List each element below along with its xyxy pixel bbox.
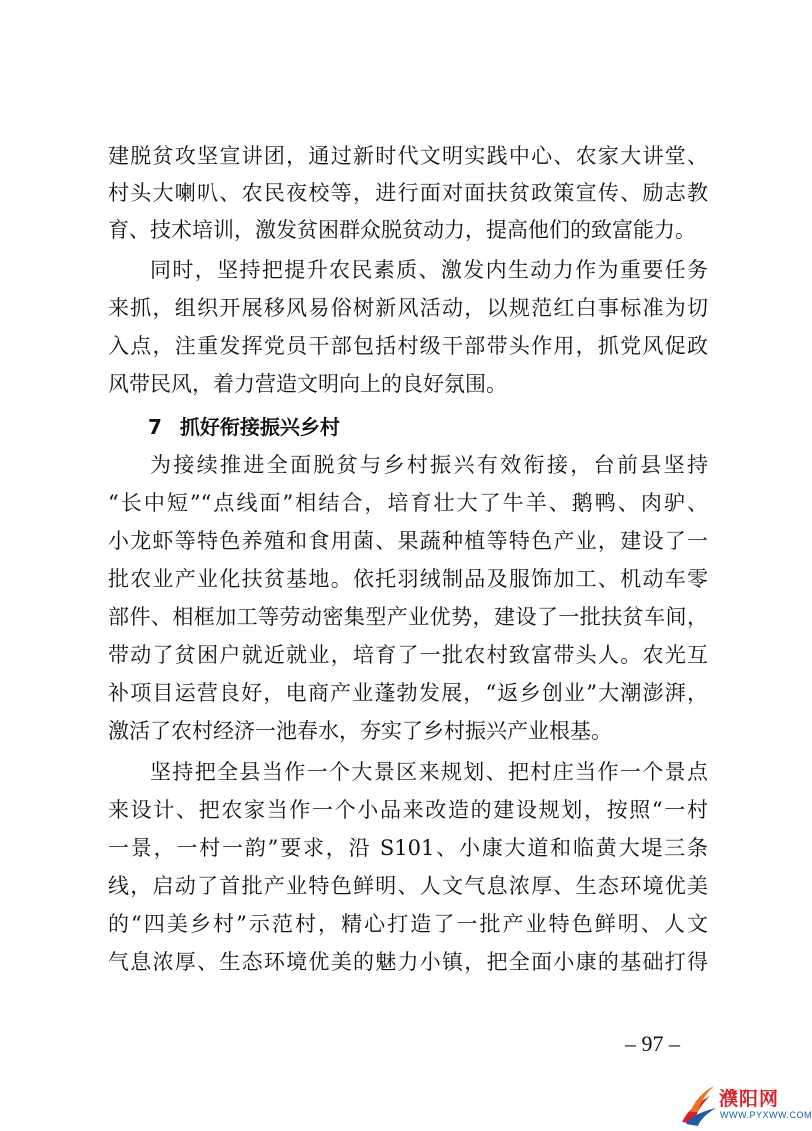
text-line: 入点，注重发挥党员干部包括村级干部带头作用，抓党风促政 xyxy=(108,334,708,358)
section-heading xyxy=(148,409,340,445)
watermark-url: WWW.PYXWW.COM xyxy=(720,1110,812,1120)
text-line: 建脱贫攻坚宣讲团，通过新时代文明实践中心、农家大讲堂、 xyxy=(108,144,708,168)
text-line: 线，启动了首批产业特色鲜明、人文气息浓厚、生态环境优美 xyxy=(108,874,708,898)
text-line: “长中短”“点线面”相结合，培育壮大了牛羊、鹅鸭、肉驴、 xyxy=(108,491,708,515)
paragraph-first-line: 坚持把全县当作一个大景区来规划、把村庄当作一个景点 xyxy=(150,760,708,784)
text-line: 一景，一村一韵”要求，沿 S101、小康大道和临黄大堤三条 xyxy=(108,836,708,860)
text-line: 带动了贫困户就近就业，培育了一批农村致富带头人。农光互 xyxy=(108,643,708,667)
text-line: 来设计、把农家当作一个小品来改造的建设规划，按照“一村 xyxy=(108,798,708,822)
section-number: 7 xyxy=(148,415,162,439)
text-line: 激活了农村经济一池春水，夯实了乡村振兴产业根基。 xyxy=(108,719,612,743)
text-line: 部件、相框加工等劳动密集型产业优势，建设了一批扶贫车间， xyxy=(108,605,708,629)
page-number: – 97 – xyxy=(625,1031,680,1056)
text-line: 批农业产业化扶贫基地。依托羽绒制品及服饰加工、机动车零 xyxy=(108,567,708,591)
section-title: 抓好衔接振兴乡村 xyxy=(179,415,340,439)
watermark-name: 濮阳网 xyxy=(719,1088,780,1110)
flame-logo-icon xyxy=(676,1082,720,1128)
text-line: 小龙虾等特色养殖和食用菌、果蔬种植等特色产业，建设了一 xyxy=(108,529,708,553)
text-line: 风带民风，着力营造文明向上的良好氛围。 xyxy=(108,372,507,396)
text-line: 育、技术培训，激发贫困群众脱贫动力，提高他们的致富能力。 xyxy=(108,218,696,242)
text-line: 气息浓厚、生态环境优美的魅力小镇，把全面小康的基础打得 xyxy=(108,950,708,974)
text-line: 村头大喇叭、农民夜校等，进行面对面扶贫政策宣传、励志教 xyxy=(108,181,708,205)
paragraph-first-line: 同时，坚持把提升农民素质、激发内生动力作为重要任务 xyxy=(150,258,708,282)
paragraph-first-line: 为接续推进全面脱贫与乡村振兴有效衔接，台前县坚持 xyxy=(150,453,708,477)
text-line: 的“四美乡村”示范村，精心打造了一批产业特色鲜明、人文 xyxy=(108,912,708,936)
text-line: 来抓，组织开展移风易俗树新风活动，以规范红白事标准为切 xyxy=(108,296,708,320)
watermark-logo xyxy=(676,1082,812,1128)
text-line: 补项目运营良好，电商产业蓬勃发展，“返乡创业”大潮澎湃， xyxy=(108,681,708,705)
